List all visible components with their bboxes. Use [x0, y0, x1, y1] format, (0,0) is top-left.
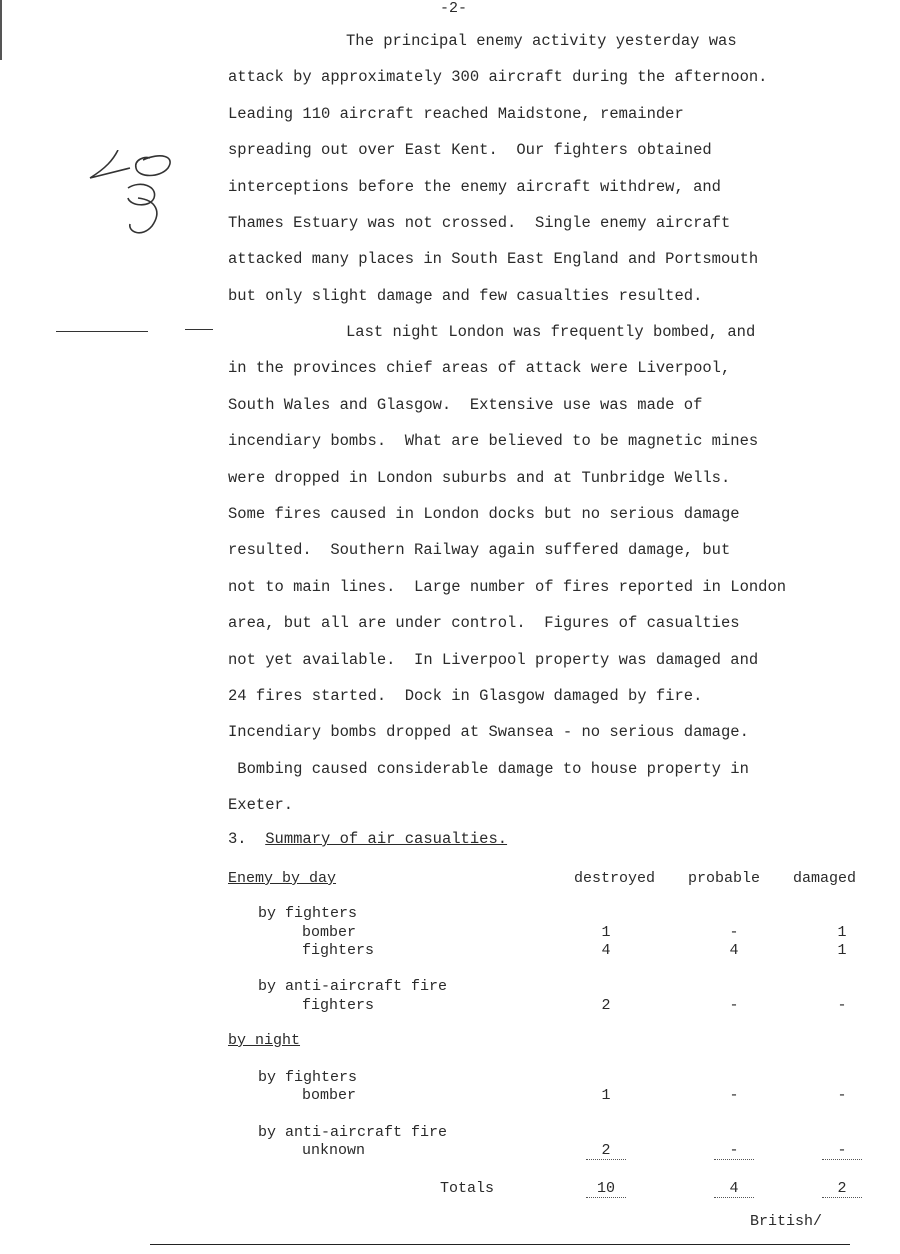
- row-label: bomber: [302, 1087, 357, 1104]
- table-cell: -: [837, 1087, 847, 1104]
- table-cell: -: [822, 1142, 862, 1160]
- table-cell: -: [729, 1087, 739, 1104]
- total-cell: 10: [586, 1180, 626, 1198]
- group-label: by fighters: [258, 905, 358, 922]
- text-line: in the provinces chief areas of attack were Liverpool,: [228, 359, 731, 378]
- table-cell: 1: [837, 942, 847, 959]
- text-line: resulted. Southern Railway again suffered damage, but: [228, 541, 731, 560]
- table-cell: -: [837, 997, 847, 1014]
- night-heading: by night: [228, 1032, 301, 1049]
- total-cell: 4: [714, 1180, 754, 1198]
- section-heading: [228, 830, 507, 848]
- text-line: area, but all are under control. Figures of casualties: [228, 614, 740, 633]
- group-label: by anti-aircraft fire: [258, 1124, 448, 1141]
- text-line: attack by approximately 300 aircraft during the afternoon.: [228, 68, 768, 87]
- text-line: attacked many places in South East England and Portsmouth: [228, 250, 759, 269]
- text-line: 24 fires started. Dock in Glasgow damaged by fire.: [228, 687, 703, 706]
- group-label: by anti-aircraft fire: [258, 978, 448, 995]
- total-cell: 2: [822, 1180, 862, 1198]
- margin-rule: [56, 331, 148, 332]
- text-line: Bombing caused considerable damage to house property in: [228, 759, 749, 778]
- margin-rule: [185, 329, 213, 330]
- table-cell: -: [714, 1142, 754, 1160]
- table-cell: 1: [837, 924, 847, 941]
- text-line: spreading out over East Kent. Our fighters obtained: [228, 141, 712, 160]
- table-cell: 2: [586, 1142, 626, 1160]
- handwritten-number-icon: [88, 150, 178, 240]
- section-title: Summary of air casualties.: [265, 830, 508, 848]
- totals-label: Totals: [440, 1180, 495, 1197]
- text-line: not yet available. In Liverpool property was damaged and: [228, 650, 759, 669]
- table-cell: 1: [601, 924, 611, 941]
- row-label: fighters: [302, 997, 375, 1014]
- table-cell: 4: [601, 942, 611, 959]
- row-label: fighters: [302, 942, 375, 959]
- page-edge-mark: [0, 0, 2, 60]
- table-cell: 4: [729, 942, 739, 959]
- page-number: -2-: [440, 0, 468, 17]
- table-cell: -: [729, 924, 739, 941]
- paragraph-1: [228, 23, 878, 314]
- text-line: were dropped in London suburbs and at Tunbridge Wells.: [228, 468, 731, 487]
- text-line: not to main lines. Large number of fires reported in London: [228, 577, 787, 596]
- text-line: but only slight damage and few casualties resulted.: [228, 286, 703, 305]
- text-line: The principal enemy activity yesterday was: [346, 32, 737, 50]
- text-line: Leading 110 aircraft reached Maidstone, remainder: [228, 104, 684, 123]
- section-number: 3.: [228, 830, 247, 848]
- row-label: bomber: [302, 924, 357, 941]
- day-heading: Enemy by day: [228, 870, 337, 887]
- bottom-rule: [150, 1244, 850, 1245]
- group-label: by fighters: [258, 1069, 358, 1086]
- column-header-probable: probable: [688, 870, 761, 887]
- table-cell: -: [729, 997, 739, 1014]
- text-line: Incendiary bombs dropped at Swansea - no serious damage.: [228, 723, 749, 742]
- text-line: Exeter.: [228, 796, 294, 815]
- paragraph-2: [228, 314, 878, 824]
- text-line: Last night London was frequently bombed, and: [346, 323, 756, 341]
- text-line: Thames Estuary was not crossed. Single enemy aircraft: [228, 214, 731, 233]
- catchword: British/: [750, 1213, 823, 1230]
- row-label: unknown: [302, 1142, 366, 1159]
- column-header-damaged: damaged: [793, 870, 857, 887]
- table-cell: 2: [601, 997, 611, 1014]
- text-line: incendiary bombs. What are believed to be magnetic mines: [228, 432, 759, 451]
- text-line: Some fires caused in London docks but no serious damage: [228, 505, 740, 524]
- text-line: interceptions before the enemy aircraft withdrew, and: [228, 177, 721, 196]
- text-line: South Wales and Glasgow. Extensive use was made of: [228, 395, 703, 414]
- table-cell: 1: [601, 1087, 611, 1104]
- column-header-destroyed: destroyed: [574, 870, 656, 887]
- handwritten-margin-note: [88, 150, 178, 240]
